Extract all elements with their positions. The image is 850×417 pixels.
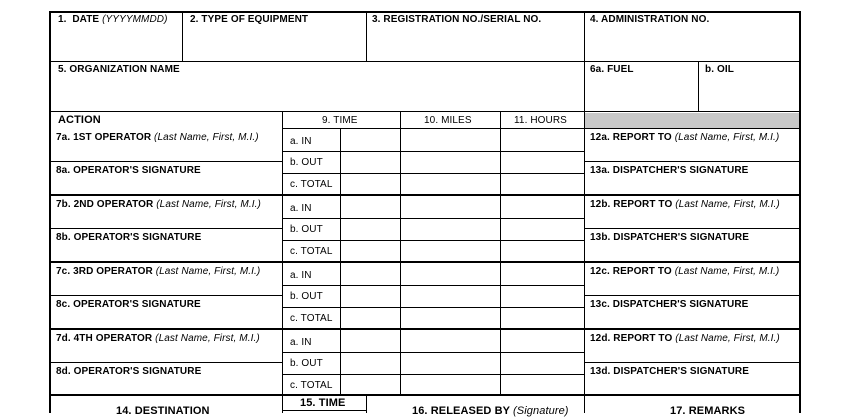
report-to-3-label: 12c. REPORT TO (Last Name, First, M.I.) <box>590 266 780 277</box>
report-to-2-label: 12b. REPORT TO (Last Name, First, M.I.) <box>590 199 780 210</box>
miles-1-input[interactable] <box>401 129 499 194</box>
oil-label: b. OIL <box>705 64 734 75</box>
operator-4-signature-input[interactable] <box>51 378 281 394</box>
form-right-border <box>799 11 801 413</box>
destination-label: 14. DESTINATION <box>116 405 210 417</box>
form-top-border <box>49 11 801 13</box>
time-2-input[interactable] <box>341 196 399 261</box>
operator-4-signature-label: 8d. OPERATOR'S SIGNATURE <box>56 366 202 377</box>
report-to-4-label: 12d. REPORT TO (Last Name, First, M.I.) <box>590 333 780 344</box>
dispatcher-1-signature-label: 13a. DISPATCHER'S SIGNATURE <box>590 165 749 176</box>
dispatcher-4-signature-label: 13d. DISPATCHER'S SIGNATURE <box>590 366 749 377</box>
operator-4-label: 7d. 4TH OPERATOR (Last Name, First, M.I.) <box>56 333 260 344</box>
report-to-1-label: 12a. REPORT TO (Last Name, First, M.I.) <box>590 132 780 143</box>
time-in-2-label: a. IN <box>290 203 312 214</box>
dispatcher-2-signature-label: 13b. DISPATCHER'S SIGNATURE <box>590 232 749 243</box>
time-in-1-label: a. IN <box>290 136 312 147</box>
operator-1-input[interactable] <box>51 144 281 160</box>
time-out-2-label: b. OUT <box>290 224 323 235</box>
time-in-4-label: a. IN <box>290 337 312 348</box>
time-1-input[interactable] <box>341 129 399 194</box>
administration-label: 4. ADMINISTRATION NO. <box>590 14 710 25</box>
time-in-3-label: a. IN <box>290 270 312 281</box>
released-by-label: 16. RELEASED BY (Signature) <box>412 405 569 417</box>
report-to-4-input[interactable] <box>585 345 798 361</box>
date-input[interactable] <box>51 28 181 60</box>
fuel-label: 6a. FUEL <box>590 64 634 75</box>
hours-4-input[interactable] <box>501 330 583 394</box>
fuel-input[interactable] <box>586 78 697 110</box>
operator-3-input[interactable] <box>51 278 281 294</box>
equipment-type-input[interactable] <box>184 28 365 60</box>
hours-header: 11. HOURS <box>514 115 567 126</box>
remarks-label: 17. REMARKS <box>670 405 746 417</box>
miles-2-input[interactable] <box>401 196 499 261</box>
date-field-label: 1. DATE (YYYYMMDD) <box>58 14 168 25</box>
time-out-3-label: b. OUT <box>290 291 323 302</box>
equipment-type-label: 2. TYPE OF EQUIPMENT <box>190 14 309 25</box>
operator-3-signature-label: 8c. OPERATOR'S SIGNATURE <box>56 299 201 310</box>
registration-label: 3. REGISTRATION NO./SERIAL NO. <box>372 14 542 25</box>
operator-4-input[interactable] <box>51 345 281 361</box>
operator-2-input[interactable] <box>51 211 281 227</box>
dispatcher-3-signature-label: 13c. DISPATCHER'S SIGNATURE <box>590 299 749 310</box>
dispatcher-2-input[interactable] <box>585 244 798 260</box>
oil-input[interactable] <box>700 78 798 110</box>
report-to-3-input[interactable] <box>585 278 798 294</box>
time-total-3-label: c. TOTAL <box>290 313 333 324</box>
operator-3-signature-input[interactable] <box>51 311 281 327</box>
organization-input[interactable] <box>51 78 583 110</box>
organization-label: 5. ORGANIZATION NAME <box>58 64 180 75</box>
time-total-1-label: c. TOTAL <box>290 179 333 190</box>
miles-4-input[interactable] <box>401 330 499 394</box>
miles-3-input[interactable] <box>401 263 499 328</box>
time-15-label: 15. TIME <box>300 397 346 409</box>
time-out-4-label: b. OUT <box>290 358 323 369</box>
action-header: ACTION <box>58 114 101 126</box>
time-4-input[interactable] <box>341 330 399 394</box>
registration-input[interactable] <box>368 28 583 60</box>
time-total-4-label: c. TOTAL <box>290 380 333 391</box>
hours-2-input[interactable] <box>501 196 583 261</box>
time-3-input[interactable] <box>341 263 399 328</box>
miles-header: 10. MILES <box>424 115 472 126</box>
time-out-1-label: b. OUT <box>290 157 323 168</box>
operator-3-label: 7c. 3RD OPERATOR (Last Name, First, M.I.) <box>56 266 261 277</box>
dispatcher-3-input[interactable] <box>585 311 798 327</box>
dispatcher-1-input[interactable] <box>585 177 798 193</box>
report-to-2-input[interactable] <box>585 211 798 227</box>
time-total-2-label: c. TOTAL <box>290 246 333 257</box>
operator-2-signature-input[interactable] <box>51 244 281 260</box>
operator-1-label: 7a. 1ST OPERATOR (Last Name, First, M.I.) <box>56 132 259 143</box>
hours-3-input[interactable] <box>501 263 583 328</box>
operator-2-signature-label: 8b. OPERATOR'S SIGNATURE <box>56 232 202 243</box>
operator-1-signature-input[interactable] <box>51 177 281 193</box>
report-to-1-input[interactable] <box>585 144 798 160</box>
administration-input[interactable] <box>586 28 798 60</box>
hours-1-input[interactable] <box>501 129 583 194</box>
gray-header-bar <box>585 113 799 128</box>
operator-1-signature-label: 8a. OPERATOR'S SIGNATURE <box>56 165 201 176</box>
time-header: 9. TIME <box>322 115 358 126</box>
dispatcher-4-input[interactable] <box>585 378 798 394</box>
operator-2-label: 7b. 2ND OPERATOR (Last Name, First, M.I.) <box>56 199 261 210</box>
